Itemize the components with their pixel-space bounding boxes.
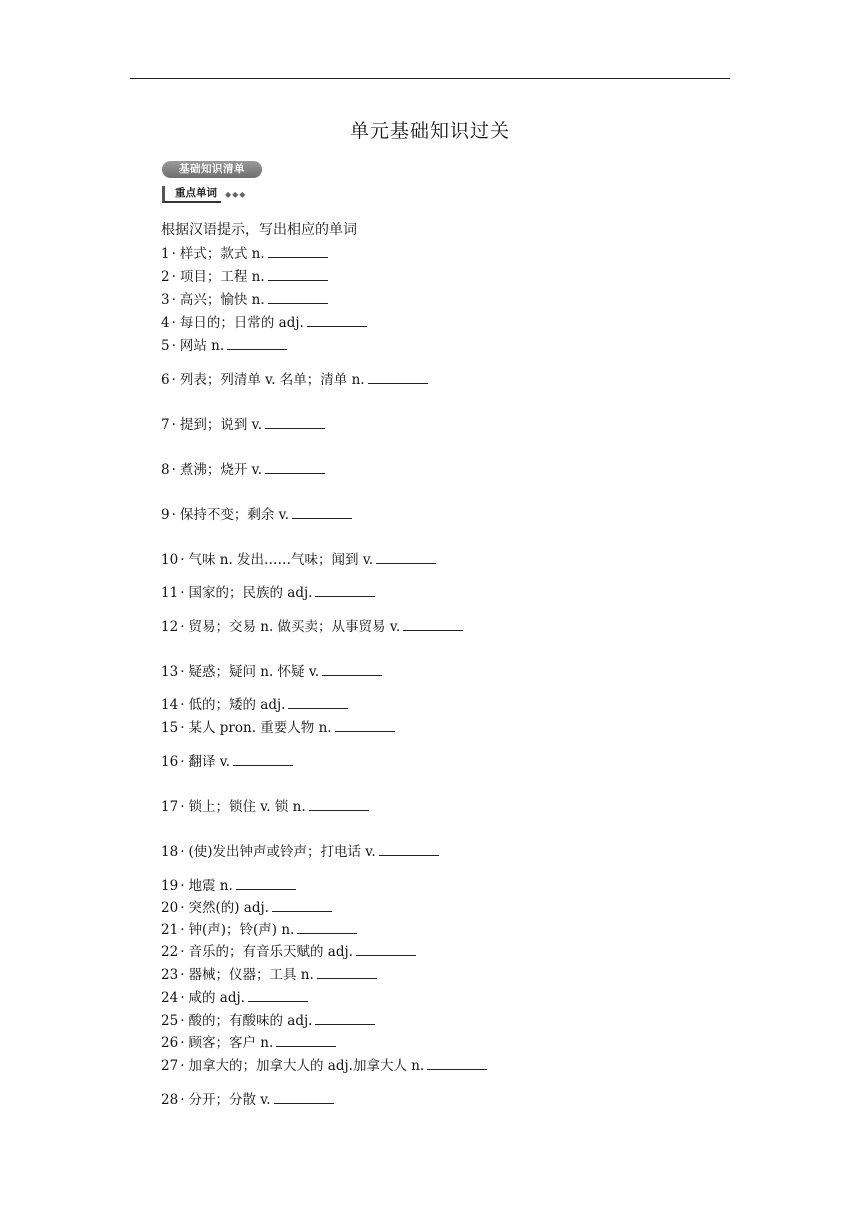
item-separator: · — [171, 246, 176, 262]
item-prompt: 项目；工程 n. — [179, 269, 265, 285]
vocab-item — [161, 963, 377, 983]
item-prompt: 国家的；民族的 adj. — [188, 585, 313, 601]
answer-blank[interactable] — [274, 1103, 334, 1104]
section-banner: 基础知识清单 — [162, 161, 262, 178]
item-separator: · — [180, 552, 185, 568]
vocab-item — [161, 458, 325, 478]
item-separator: · — [180, 664, 185, 680]
item-number: 6 — [161, 372, 170, 388]
item-separator: · — [171, 372, 176, 388]
answer-blank[interactable] — [315, 1024, 375, 1025]
item-separator: · — [180, 799, 185, 815]
vocab-item — [161, 368, 428, 388]
item-number: 25 — [161, 1013, 179, 1029]
vocab-item — [161, 840, 439, 860]
vocab-item — [161, 581, 375, 601]
item-number: 2 — [161, 269, 170, 285]
answer-blank[interactable] — [236, 889, 296, 890]
item-prompt: 提到；说到 v. — [179, 417, 262, 433]
answer-blank[interactable] — [307, 326, 367, 327]
vocab-item — [161, 874, 296, 894]
answer-blank[interactable] — [268, 257, 328, 258]
answer-blank[interactable] — [268, 303, 328, 304]
item-number: 27 — [161, 1058, 179, 1074]
answer-blank[interactable] — [376, 563, 436, 564]
item-number: 20 — [161, 900, 179, 916]
item-separator: · — [171, 338, 176, 354]
answer-blank[interactable] — [403, 630, 463, 631]
item-number: 15 — [161, 720, 179, 736]
item-number: 18 — [161, 844, 179, 860]
item-separator: · — [171, 269, 176, 285]
item-separator: · — [180, 1035, 185, 1051]
instruction-text: 根据汉语提示，写出相应的单词 — [161, 222, 357, 238]
answer-blank[interactable] — [276, 1046, 336, 1047]
answer-blank[interactable] — [356, 955, 416, 956]
vocab-item — [161, 413, 325, 433]
answer-blank[interactable] — [272, 911, 332, 912]
answer-blank[interactable] — [368, 383, 428, 384]
item-number: 16 — [161, 754, 179, 770]
item-prompt: 低的；矮的 adj. — [188, 697, 286, 713]
answer-blank[interactable] — [335, 731, 395, 732]
item-number: 28 — [161, 1092, 179, 1108]
vocab-item — [161, 288, 328, 308]
vocab-item — [161, 242, 328, 262]
item-prompt: 贸易；交易 n. 做买卖；从事贸易 v. — [188, 619, 401, 635]
item-number: 11 — [161, 585, 179, 601]
item-separator: · — [180, 967, 185, 983]
item-number: 5 — [161, 338, 170, 354]
vocab-item — [161, 660, 382, 680]
vocab-item — [161, 615, 463, 635]
answer-blank[interactable] — [227, 349, 287, 350]
item-prompt: 分开；分散 v. — [188, 1092, 271, 1108]
item-separator: · — [180, 844, 185, 860]
item-prompt: 音乐的；有音乐天赋的 adj. — [188, 944, 353, 960]
item-separator: · — [171, 462, 176, 478]
item-prompt: 某人 pron. 重要人物 n. — [188, 720, 332, 736]
item-separator: · — [180, 585, 185, 601]
item-number: 19 — [161, 878, 179, 894]
answer-blank[interactable] — [265, 473, 325, 474]
item-number: 21 — [161, 922, 179, 938]
subheading-label: 重点单词 — [162, 186, 221, 203]
item-prompt: 每日的；日常的 adj. — [179, 315, 304, 331]
answer-blank[interactable] — [288, 708, 348, 709]
answer-blank[interactable] — [233, 765, 293, 766]
answer-blank[interactable] — [268, 280, 328, 281]
vocab-item — [161, 334, 287, 354]
item-prompt: 锁上；锁住 v. 锁 n. — [188, 799, 306, 815]
answer-blank[interactable] — [309, 810, 369, 811]
item-prompt: 列表；列清单 v. 名单；清单 n. — [179, 372, 365, 388]
vocab-item — [161, 750, 293, 770]
answer-blank[interactable] — [379, 855, 439, 856]
item-number: 7 — [161, 417, 170, 433]
item-separator: · — [171, 315, 176, 331]
item-separator: · — [180, 944, 185, 960]
item-prompt: 加拿大的；加拿大人的 adj.加拿大人 n. — [188, 1058, 425, 1074]
item-prompt: 煮沸；烧开 v. — [179, 462, 262, 478]
item-separator: · — [180, 754, 185, 770]
item-separator: · — [171, 292, 176, 308]
header-rule — [130, 78, 730, 79]
item-separator: · — [180, 900, 185, 916]
page-title: 单元基础知识过关 — [349, 120, 510, 142]
vocab-item — [161, 548, 436, 568]
item-prompt: 咸的 adj. — [188, 990, 245, 1006]
item-separator: · — [180, 878, 185, 894]
answer-blank[interactable] — [265, 428, 325, 429]
vocab-item — [161, 918, 357, 938]
vocab-item — [161, 1031, 336, 1051]
answer-blank[interactable] — [292, 518, 352, 519]
item-number: 10 — [161, 552, 179, 568]
item-number: 23 — [161, 967, 179, 983]
item-prompt: 样式；款式 n. — [179, 246, 265, 262]
item-separator: · — [180, 697, 185, 713]
vocab-item — [161, 693, 348, 713]
vocab-item — [161, 795, 369, 815]
item-prompt: 翻译 v. — [188, 754, 231, 770]
item-separator: · — [180, 720, 185, 736]
item-prompt: 酸的；有酸味的 adj. — [188, 1013, 313, 1029]
answer-blank[interactable] — [248, 1001, 308, 1002]
item-separator: · — [180, 990, 185, 1006]
vocab-item — [161, 896, 332, 916]
item-prompt: 顾客；客户 n. — [188, 1035, 274, 1051]
item-separator: · — [180, 1058, 185, 1074]
item-number: 17 — [161, 799, 179, 815]
item-separator: · — [180, 619, 185, 635]
item-prompt: 气味 n. 发出……气味；闻到 v. — [188, 552, 374, 568]
item-number: 1 — [161, 246, 170, 262]
item-prompt: 网站 n. — [179, 338, 225, 354]
vocab-item — [161, 986, 308, 1006]
answer-blank[interactable] — [297, 933, 357, 934]
subheading-badge — [162, 186, 246, 202]
item-number: 9 — [161, 507, 170, 523]
vocab-item — [161, 311, 367, 331]
diamond-icon: ◆◆◆ — [225, 189, 247, 199]
vocab-item — [161, 1088, 334, 1108]
vocab-item — [161, 265, 328, 285]
item-prompt: 疑惑；疑问 n. 怀疑 v. — [188, 664, 320, 680]
item-prompt: 钟(声)；铃(声) n. — [188, 922, 295, 938]
item-number: 26 — [161, 1035, 179, 1051]
item-prompt: 保持不变；剩余 v. — [179, 507, 289, 523]
vocab-item — [161, 503, 352, 523]
item-number: 24 — [161, 990, 179, 1006]
answer-blank[interactable] — [427, 1069, 487, 1070]
item-prompt: 突然(的) adj. — [188, 900, 269, 916]
vocab-item — [161, 716, 395, 736]
item-prompt: 高兴；愉快 n. — [179, 292, 265, 308]
item-separator: · — [180, 1013, 185, 1029]
item-separator: · — [180, 1092, 185, 1108]
item-number: 12 — [161, 619, 179, 635]
item-number: 13 — [161, 664, 179, 680]
item-number: 3 — [161, 292, 170, 308]
item-prompt: 器械；仪器；工具 n. — [188, 967, 314, 983]
item-separator: · — [171, 507, 176, 523]
item-prompt: (使)发出钟声或铃声；打电话 v. — [188, 844, 376, 860]
item-separator: · — [180, 922, 185, 938]
vocab-item — [161, 1009, 375, 1029]
item-separator: · — [171, 417, 176, 433]
vocab-item — [161, 1054, 487, 1074]
item-number: 4 — [161, 315, 170, 331]
item-number: 8 — [161, 462, 170, 478]
answer-blank[interactable] — [315, 596, 375, 597]
item-prompt: 地震 n. — [188, 878, 233, 894]
vocab-item — [161, 940, 416, 960]
answer-blank[interactable] — [317, 978, 377, 979]
answer-blank[interactable] — [322, 675, 382, 676]
item-number: 22 — [161, 944, 179, 960]
item-number: 14 — [161, 697, 179, 713]
